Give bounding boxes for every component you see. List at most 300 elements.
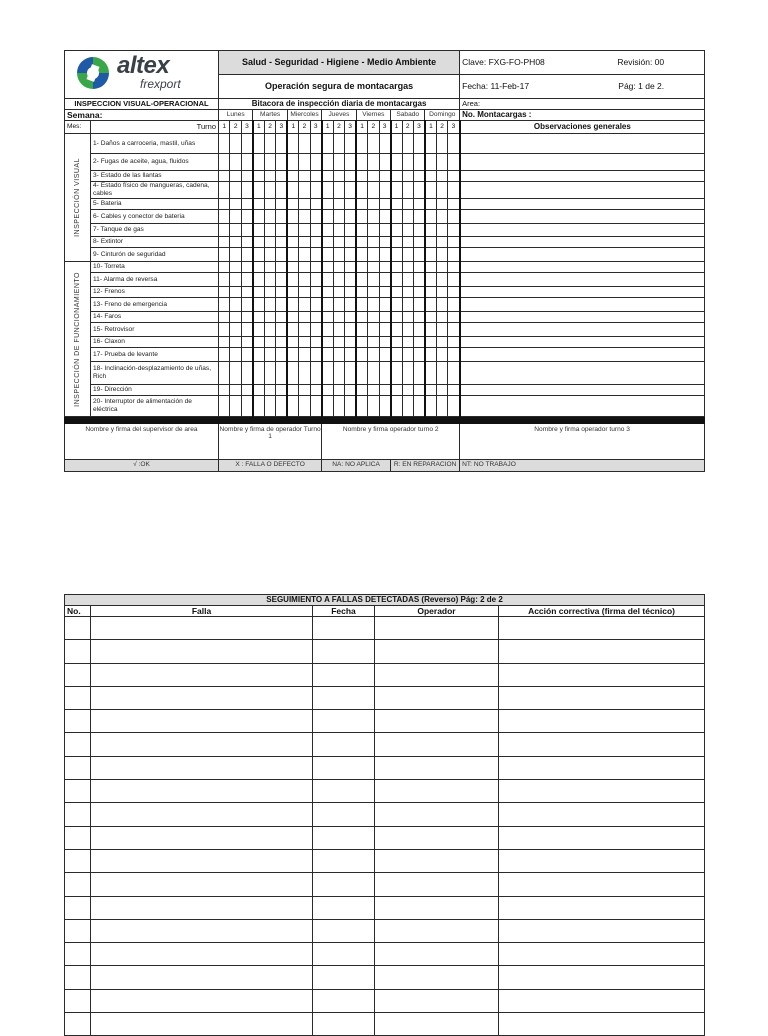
check-cell[interactable] xyxy=(253,199,264,210)
check-cell[interactable] xyxy=(310,337,321,348)
check-cell[interactable] xyxy=(379,362,390,385)
check-cell[interactable] xyxy=(241,134,252,154)
check-cell[interactable] xyxy=(219,273,230,287)
check-cell[interactable] xyxy=(436,298,447,312)
check-cell[interactable] xyxy=(425,134,436,154)
check-cell[interactable] xyxy=(425,224,436,237)
check-cell[interactable] xyxy=(356,273,367,287)
check-cell[interactable] xyxy=(322,337,333,348)
followup-cell[interactable] xyxy=(313,756,375,779)
followup-cell[interactable] xyxy=(313,663,375,686)
check-cell[interactable] xyxy=(413,134,424,154)
check-cell[interactable] xyxy=(253,298,264,312)
followup-cell[interactable] xyxy=(91,663,313,686)
followup-cell[interactable] xyxy=(91,686,313,709)
check-cell[interactable] xyxy=(402,237,413,248)
followup-cell[interactable] xyxy=(65,733,91,756)
check-cell[interactable] xyxy=(241,262,252,273)
check-cell[interactable] xyxy=(230,273,241,287)
observation-cell[interactable] xyxy=(460,262,705,273)
check-cell[interactable] xyxy=(425,287,436,298)
check-cell[interactable] xyxy=(322,248,333,262)
check-cell[interactable] xyxy=(402,287,413,298)
check-cell[interactable] xyxy=(333,171,344,182)
followup-cell[interactable] xyxy=(65,896,91,919)
check-cell[interactable] xyxy=(413,154,424,171)
followup-cell[interactable] xyxy=(375,896,499,919)
check-cell[interactable] xyxy=(264,237,275,248)
check-cell[interactable] xyxy=(448,396,460,417)
followup-cell[interactable] xyxy=(91,849,313,872)
check-cell[interactable] xyxy=(276,273,287,287)
check-cell[interactable] xyxy=(345,154,356,171)
check-cell[interactable] xyxy=(413,199,424,210)
check-cell[interactable] xyxy=(356,262,367,273)
check-cell[interactable] xyxy=(413,298,424,312)
check-cell[interactable] xyxy=(230,337,241,348)
check-cell[interactable] xyxy=(230,237,241,248)
check-cell[interactable] xyxy=(436,134,447,154)
followup-cell[interactable] xyxy=(499,780,705,803)
check-cell[interactable] xyxy=(379,171,390,182)
check-cell[interactable] xyxy=(436,396,447,417)
check-cell[interactable] xyxy=(356,224,367,237)
check-cell[interactable] xyxy=(333,154,344,171)
check-cell[interactable] xyxy=(368,348,379,362)
check-cell[interactable] xyxy=(276,199,287,210)
check-cell[interactable] xyxy=(287,273,298,287)
check-cell[interactable] xyxy=(276,182,287,199)
followup-cell[interactable] xyxy=(499,1013,705,1036)
check-cell[interactable] xyxy=(219,362,230,385)
check-cell[interactable] xyxy=(379,210,390,224)
montacargas-field[interactable]: No. Montacargas : xyxy=(460,110,705,121)
check-cell[interactable] xyxy=(391,248,402,262)
check-cell[interactable] xyxy=(368,210,379,224)
check-cell[interactable] xyxy=(379,385,390,396)
check-cell[interactable] xyxy=(379,273,390,287)
check-cell[interactable] xyxy=(310,237,321,248)
observation-cell[interactable] xyxy=(460,273,705,287)
check-cell[interactable] xyxy=(402,210,413,224)
check-cell[interactable] xyxy=(299,362,310,385)
check-cell[interactable] xyxy=(253,248,264,262)
check-cell[interactable] xyxy=(345,323,356,337)
check-cell[interactable] xyxy=(310,210,321,224)
check-cell[interactable] xyxy=(310,323,321,337)
check-cell[interactable] xyxy=(253,171,264,182)
followup-cell[interactable] xyxy=(313,733,375,756)
check-cell[interactable] xyxy=(448,362,460,385)
check-cell[interactable] xyxy=(241,224,252,237)
check-cell[interactable] xyxy=(264,348,275,362)
check-cell[interactable] xyxy=(276,337,287,348)
check-cell[interactable] xyxy=(425,312,436,323)
check-cell[interactable] xyxy=(241,323,252,337)
check-cell[interactable] xyxy=(391,262,402,273)
check-cell[interactable] xyxy=(230,323,241,337)
check-cell[interactable] xyxy=(379,182,390,199)
check-cell[interactable] xyxy=(253,237,264,248)
check-cell[interactable] xyxy=(322,323,333,337)
check-cell[interactable] xyxy=(322,134,333,154)
observation-cell[interactable] xyxy=(460,396,705,417)
signature-field[interactable]: Nombre y firma de operador Turno 1 xyxy=(219,424,322,460)
check-cell[interactable] xyxy=(276,237,287,248)
check-cell[interactable] xyxy=(391,182,402,199)
observation-cell[interactable] xyxy=(460,312,705,323)
check-cell[interactable] xyxy=(287,224,298,237)
check-cell[interactable] xyxy=(425,396,436,417)
check-cell[interactable] xyxy=(448,348,460,362)
check-cell[interactable] xyxy=(264,312,275,323)
observation-cell[interactable] xyxy=(460,210,705,224)
followup-cell[interactable] xyxy=(313,826,375,849)
check-cell[interactable] xyxy=(276,385,287,396)
observation-cell[interactable] xyxy=(460,348,705,362)
check-cell[interactable] xyxy=(219,199,230,210)
followup-cell[interactable] xyxy=(65,617,91,640)
check-cell[interactable] xyxy=(253,348,264,362)
check-cell[interactable] xyxy=(299,396,310,417)
check-cell[interactable] xyxy=(402,298,413,312)
check-cell[interactable] xyxy=(448,298,460,312)
check-cell[interactable] xyxy=(436,273,447,287)
check-cell[interactable] xyxy=(264,337,275,348)
check-cell[interactable] xyxy=(276,362,287,385)
check-cell[interactable] xyxy=(425,323,436,337)
check-cell[interactable] xyxy=(436,323,447,337)
check-cell[interactable] xyxy=(299,171,310,182)
check-cell[interactable] xyxy=(402,312,413,323)
check-cell[interactable] xyxy=(391,224,402,237)
check-cell[interactable] xyxy=(241,237,252,248)
observation-cell[interactable] xyxy=(460,323,705,337)
check-cell[interactable] xyxy=(391,287,402,298)
check-cell[interactable] xyxy=(402,199,413,210)
check-cell[interactable] xyxy=(425,154,436,171)
check-cell[interactable] xyxy=(425,199,436,210)
check-cell[interactable] xyxy=(368,273,379,287)
check-cell[interactable] xyxy=(402,362,413,385)
check-cell[interactable] xyxy=(219,385,230,396)
check-cell[interactable] xyxy=(413,337,424,348)
check-cell[interactable] xyxy=(230,248,241,262)
check-cell[interactable] xyxy=(276,154,287,171)
check-cell[interactable] xyxy=(253,287,264,298)
check-cell[interactable] xyxy=(241,385,252,396)
followup-cell[interactable] xyxy=(65,826,91,849)
check-cell[interactable] xyxy=(356,287,367,298)
followup-cell[interactable] xyxy=(499,896,705,919)
observation-cell[interactable] xyxy=(460,199,705,210)
signature-field[interactable]: Nombre y firma del supervisor de area xyxy=(65,424,219,460)
check-cell[interactable] xyxy=(322,154,333,171)
check-cell[interactable] xyxy=(402,396,413,417)
check-cell[interactable] xyxy=(333,262,344,273)
check-cell[interactable] xyxy=(299,287,310,298)
check-cell[interactable] xyxy=(368,287,379,298)
followup-cell[interactable] xyxy=(499,966,705,989)
check-cell[interactable] xyxy=(448,237,460,248)
followup-cell[interactable] xyxy=(375,780,499,803)
check-cell[interactable] xyxy=(241,171,252,182)
check-cell[interactable] xyxy=(425,262,436,273)
check-cell[interactable] xyxy=(322,298,333,312)
check-cell[interactable] xyxy=(219,348,230,362)
check-cell[interactable] xyxy=(436,337,447,348)
check-cell[interactable] xyxy=(333,134,344,154)
check-cell[interactable] xyxy=(368,396,379,417)
check-cell[interactable] xyxy=(219,298,230,312)
check-cell[interactable] xyxy=(391,298,402,312)
check-cell[interactable] xyxy=(448,312,460,323)
check-cell[interactable] xyxy=(425,348,436,362)
check-cell[interactable] xyxy=(241,287,252,298)
check-cell[interactable] xyxy=(299,312,310,323)
followup-cell[interactable] xyxy=(65,873,91,896)
check-cell[interactable] xyxy=(230,224,241,237)
followup-cell[interactable] xyxy=(313,780,375,803)
followup-cell[interactable] xyxy=(313,919,375,942)
check-cell[interactable] xyxy=(322,385,333,396)
check-cell[interactable] xyxy=(402,171,413,182)
check-cell[interactable] xyxy=(436,262,447,273)
check-cell[interactable] xyxy=(448,224,460,237)
followup-cell[interactable] xyxy=(375,756,499,779)
check-cell[interactable] xyxy=(322,348,333,362)
check-cell[interactable] xyxy=(219,224,230,237)
check-cell[interactable] xyxy=(276,323,287,337)
check-cell[interactable] xyxy=(264,323,275,337)
observation-cell[interactable] xyxy=(460,298,705,312)
check-cell[interactable] xyxy=(310,348,321,362)
check-cell[interactable] xyxy=(264,248,275,262)
check-cell[interactable] xyxy=(264,199,275,210)
check-cell[interactable] xyxy=(379,287,390,298)
check-cell[interactable] xyxy=(219,134,230,154)
check-cell[interactable] xyxy=(333,323,344,337)
followup-cell[interactable] xyxy=(313,989,375,1012)
check-cell[interactable] xyxy=(333,385,344,396)
followup-cell[interactable] xyxy=(499,826,705,849)
check-cell[interactable] xyxy=(402,348,413,362)
check-cell[interactable] xyxy=(333,273,344,287)
followup-cell[interactable] xyxy=(499,756,705,779)
check-cell[interactable] xyxy=(402,385,413,396)
check-cell[interactable] xyxy=(253,224,264,237)
check-cell[interactable] xyxy=(391,237,402,248)
check-cell[interactable] xyxy=(356,182,367,199)
followup-cell[interactable] xyxy=(375,640,499,663)
check-cell[interactable] xyxy=(436,182,447,199)
check-cell[interactable] xyxy=(333,210,344,224)
check-cell[interactable] xyxy=(264,154,275,171)
check-cell[interactable] xyxy=(276,134,287,154)
check-cell[interactable] xyxy=(425,182,436,199)
check-cell[interactable] xyxy=(402,182,413,199)
check-cell[interactable] xyxy=(310,262,321,273)
check-cell[interactable] xyxy=(379,298,390,312)
check-cell[interactable] xyxy=(448,337,460,348)
check-cell[interactable] xyxy=(345,134,356,154)
followup-cell[interactable] xyxy=(91,803,313,826)
check-cell[interactable] xyxy=(448,248,460,262)
signature-field[interactable]: Nombre y firma operador turno 2 xyxy=(322,424,460,460)
check-cell[interactable] xyxy=(356,348,367,362)
followup-cell[interactable] xyxy=(313,849,375,872)
followup-cell[interactable] xyxy=(313,1013,375,1036)
check-cell[interactable] xyxy=(310,287,321,298)
semana-field[interactable]: Semana: xyxy=(65,110,219,121)
check-cell[interactable] xyxy=(322,199,333,210)
check-cell[interactable] xyxy=(299,237,310,248)
check-cell[interactable] xyxy=(413,396,424,417)
followup-cell[interactable] xyxy=(91,617,313,640)
followup-cell[interactable] xyxy=(91,873,313,896)
observation-cell[interactable] xyxy=(460,237,705,248)
observation-cell[interactable] xyxy=(460,362,705,385)
followup-cell[interactable] xyxy=(91,733,313,756)
check-cell[interactable] xyxy=(356,396,367,417)
check-cell[interactable] xyxy=(276,298,287,312)
check-cell[interactable] xyxy=(310,385,321,396)
check-cell[interactable] xyxy=(345,182,356,199)
followup-cell[interactable] xyxy=(375,826,499,849)
check-cell[interactable] xyxy=(299,298,310,312)
check-cell[interactable] xyxy=(356,199,367,210)
check-cell[interactable] xyxy=(241,337,252,348)
check-cell[interactable] xyxy=(345,298,356,312)
observation-cell[interactable] xyxy=(460,171,705,182)
check-cell[interactable] xyxy=(253,273,264,287)
check-cell[interactable] xyxy=(219,262,230,273)
check-cell[interactable] xyxy=(276,348,287,362)
check-cell[interactable] xyxy=(310,362,321,385)
check-cell[interactable] xyxy=(264,224,275,237)
check-cell[interactable] xyxy=(322,312,333,323)
check-cell[interactable] xyxy=(448,199,460,210)
followup-cell[interactable] xyxy=(375,919,499,942)
check-cell[interactable] xyxy=(264,262,275,273)
check-cell[interactable] xyxy=(379,224,390,237)
check-cell[interactable] xyxy=(356,248,367,262)
check-cell[interactable] xyxy=(379,312,390,323)
followup-cell[interactable] xyxy=(65,663,91,686)
check-cell[interactable] xyxy=(241,199,252,210)
followup-cell[interactable] xyxy=(375,710,499,733)
check-cell[interactable] xyxy=(322,362,333,385)
check-cell[interactable] xyxy=(322,262,333,273)
followup-cell[interactable] xyxy=(313,640,375,663)
check-cell[interactable] xyxy=(264,171,275,182)
followup-cell[interactable] xyxy=(91,756,313,779)
check-cell[interactable] xyxy=(287,298,298,312)
check-cell[interactable] xyxy=(287,182,298,199)
check-cell[interactable] xyxy=(299,199,310,210)
followup-cell[interactable] xyxy=(91,943,313,966)
check-cell[interactable] xyxy=(310,171,321,182)
check-cell[interactable] xyxy=(436,224,447,237)
followup-cell[interactable] xyxy=(65,686,91,709)
check-cell[interactable] xyxy=(402,273,413,287)
check-cell[interactable] xyxy=(333,312,344,323)
followup-cell[interactable] xyxy=(65,919,91,942)
followup-cell[interactable] xyxy=(375,989,499,1012)
check-cell[interactable] xyxy=(287,171,298,182)
observation-cell[interactable] xyxy=(460,154,705,171)
check-cell[interactable] xyxy=(391,385,402,396)
check-cell[interactable] xyxy=(322,287,333,298)
check-cell[interactable] xyxy=(356,154,367,171)
check-cell[interactable] xyxy=(436,362,447,385)
check-cell[interactable] xyxy=(310,273,321,287)
check-cell[interactable] xyxy=(287,385,298,396)
check-cell[interactable] xyxy=(230,348,241,362)
followup-cell[interactable] xyxy=(375,803,499,826)
check-cell[interactable] xyxy=(230,154,241,171)
check-cell[interactable] xyxy=(253,385,264,396)
followup-cell[interactable] xyxy=(499,873,705,896)
check-cell[interactable] xyxy=(219,154,230,171)
followup-cell[interactable] xyxy=(313,943,375,966)
check-cell[interactable] xyxy=(368,182,379,199)
check-cell[interactable] xyxy=(425,248,436,262)
check-cell[interactable] xyxy=(310,224,321,237)
check-cell[interactable] xyxy=(391,348,402,362)
check-cell[interactable] xyxy=(310,248,321,262)
check-cell[interactable] xyxy=(356,134,367,154)
check-cell[interactable] xyxy=(253,134,264,154)
check-cell[interactable] xyxy=(368,337,379,348)
check-cell[interactable] xyxy=(230,298,241,312)
check-cell[interactable] xyxy=(333,298,344,312)
check-cell[interactable] xyxy=(219,323,230,337)
check-cell[interactable] xyxy=(322,210,333,224)
check-cell[interactable] xyxy=(310,199,321,210)
check-cell[interactable] xyxy=(345,337,356,348)
check-cell[interactable] xyxy=(436,287,447,298)
check-cell[interactable] xyxy=(299,348,310,362)
check-cell[interactable] xyxy=(287,248,298,262)
check-cell[interactable] xyxy=(310,154,321,171)
check-cell[interactable] xyxy=(287,199,298,210)
check-cell[interactable] xyxy=(345,210,356,224)
check-cell[interactable] xyxy=(345,237,356,248)
check-cell[interactable] xyxy=(413,182,424,199)
check-cell[interactable] xyxy=(264,210,275,224)
check-cell[interactable] xyxy=(379,337,390,348)
check-cell[interactable] xyxy=(448,210,460,224)
followup-cell[interactable] xyxy=(375,1013,499,1036)
check-cell[interactable] xyxy=(402,337,413,348)
check-cell[interactable] xyxy=(299,323,310,337)
check-cell[interactable] xyxy=(264,298,275,312)
mes-field[interactable] xyxy=(65,121,91,134)
check-cell[interactable] xyxy=(322,237,333,248)
check-cell[interactable] xyxy=(276,171,287,182)
check-cell[interactable] xyxy=(264,182,275,199)
check-cell[interactable] xyxy=(219,337,230,348)
check-cell[interactable] xyxy=(264,385,275,396)
check-cell[interactable] xyxy=(241,248,252,262)
check-cell[interactable] xyxy=(391,396,402,417)
check-cell[interactable] xyxy=(322,273,333,287)
check-cell[interactable] xyxy=(448,273,460,287)
check-cell[interactable] xyxy=(368,154,379,171)
followup-cell[interactable] xyxy=(375,943,499,966)
check-cell[interactable] xyxy=(310,182,321,199)
